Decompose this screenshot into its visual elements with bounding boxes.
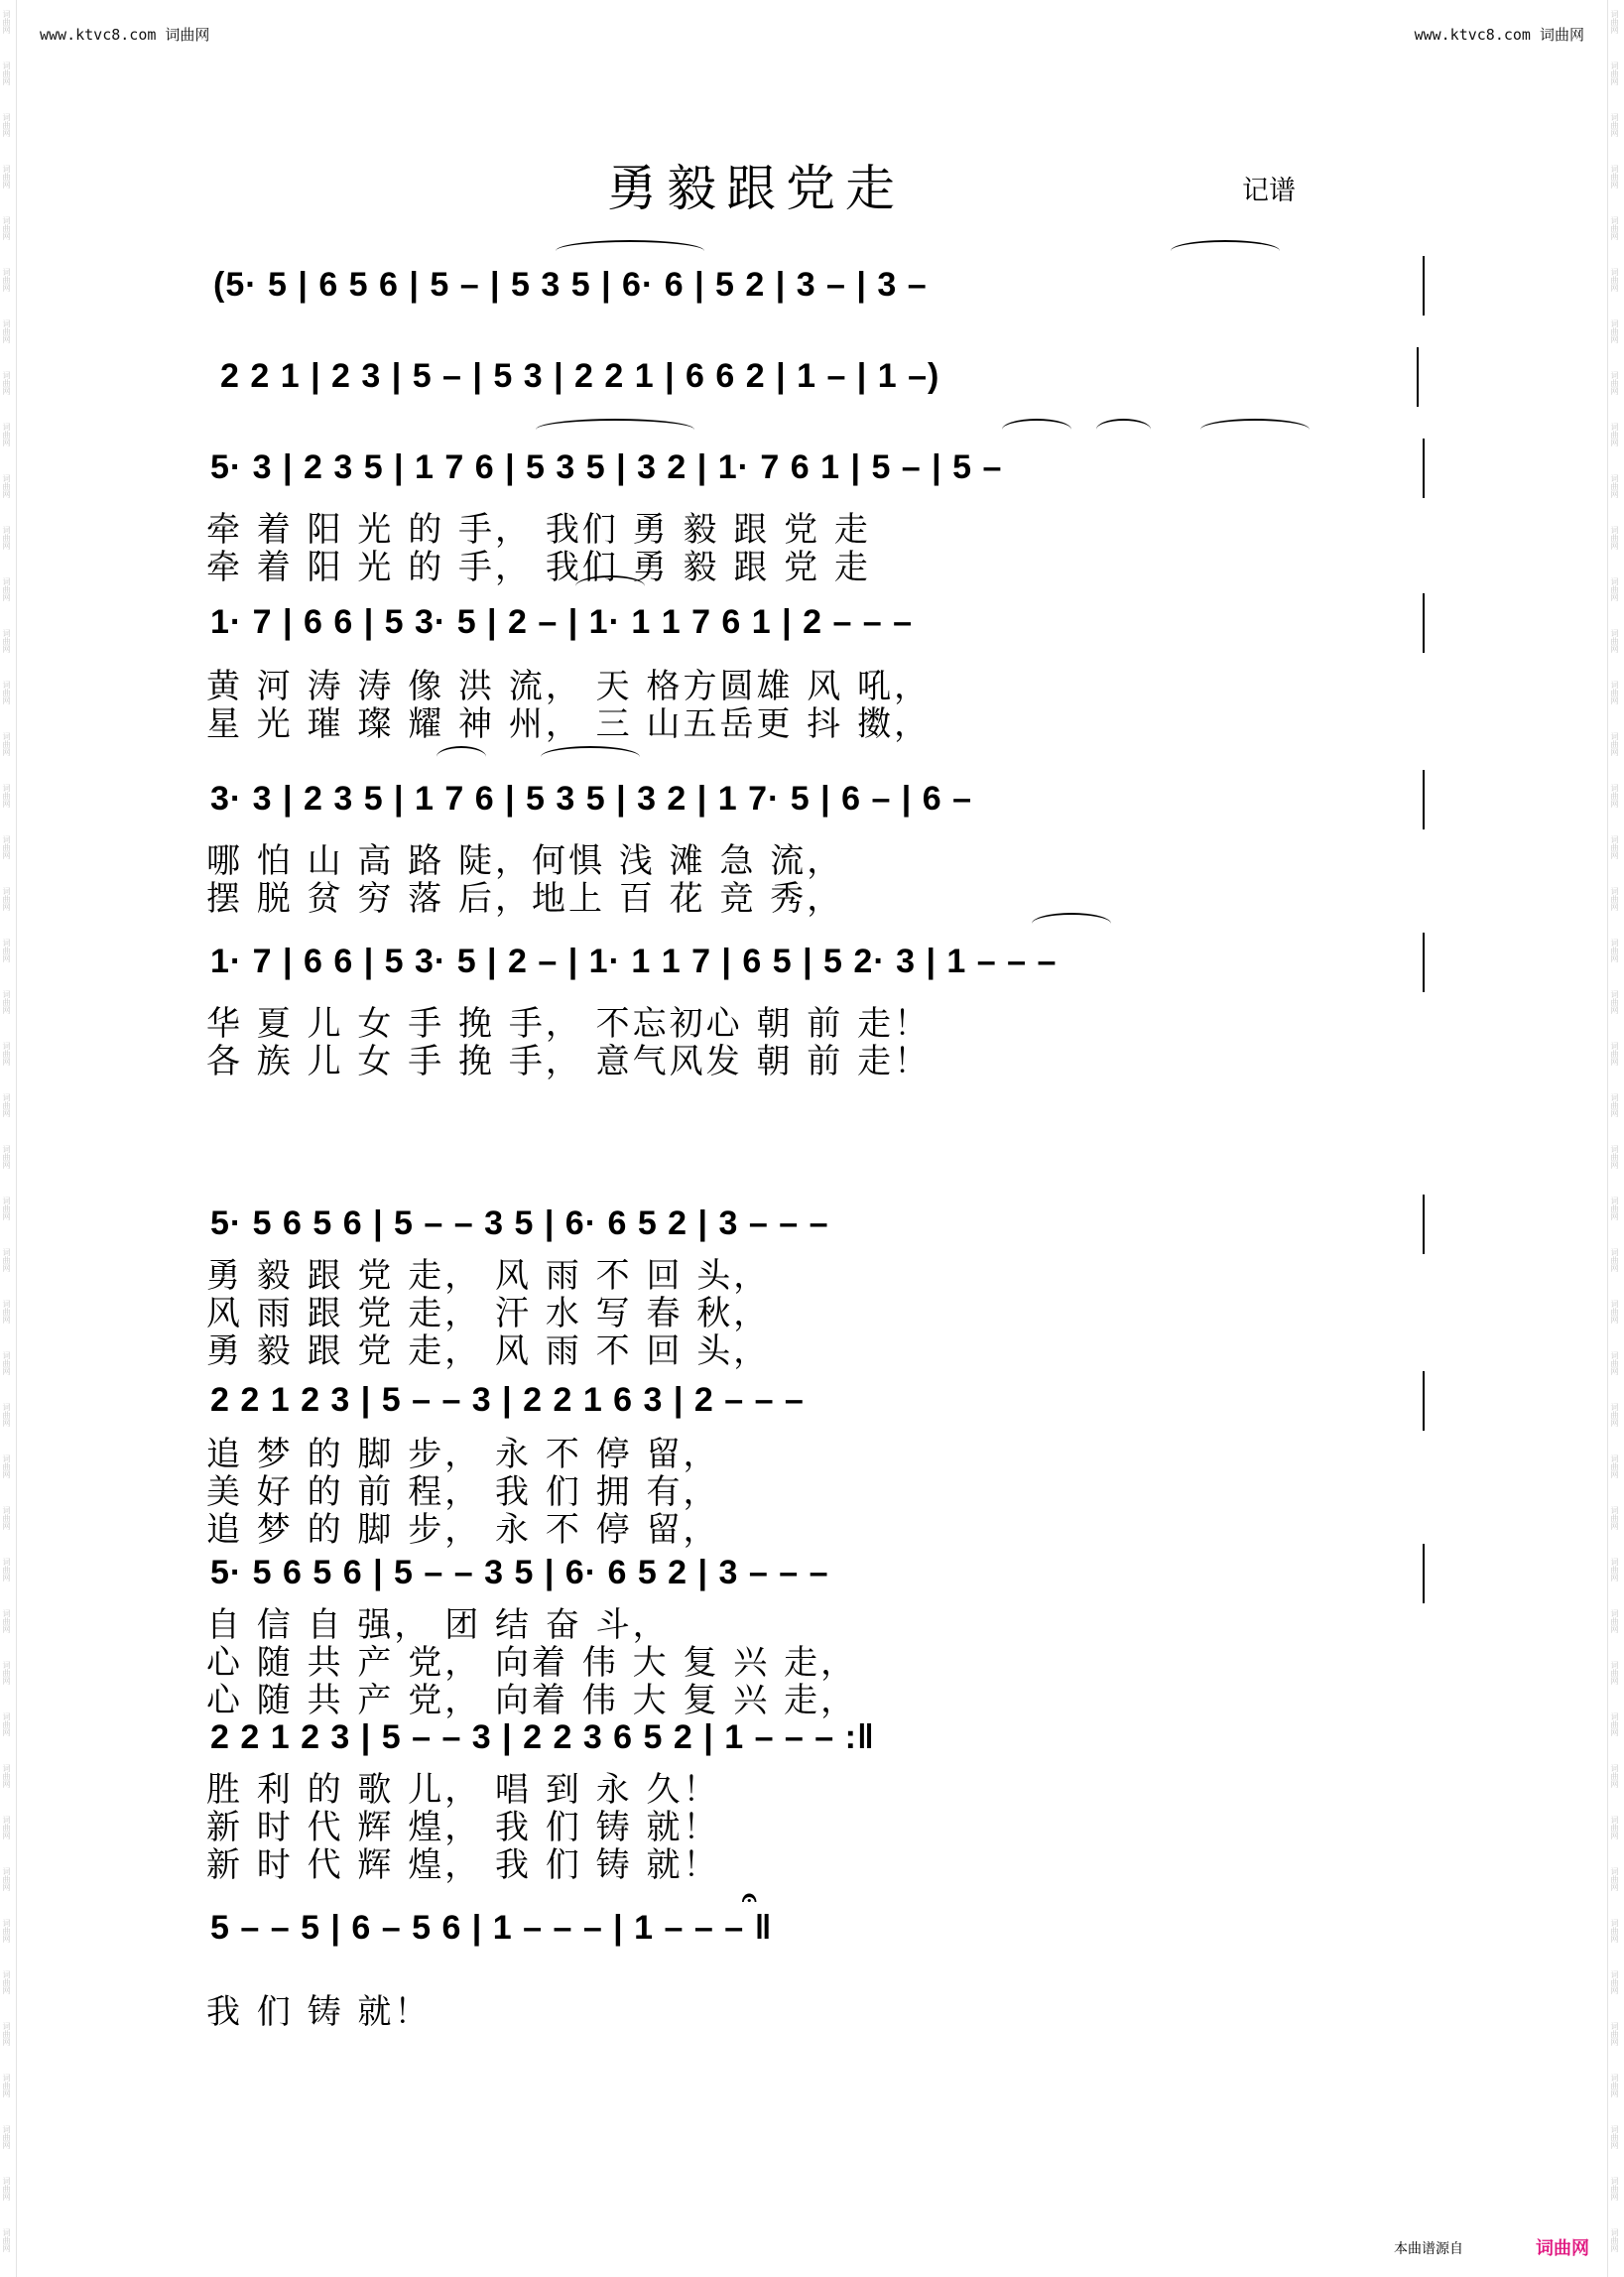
slur [575, 575, 645, 597]
side-watermark-mark: 词曲网 [2, 939, 11, 962]
verse-lyric-4-2: 各 族 儿 女 手 挽 手， 意气风发 朝 前 走！ [206, 1042, 932, 1081]
side-watermark-mark: 词曲网 [1610, 1764, 1619, 1788]
intro-end-barline-2 [1417, 347, 1419, 407]
side-watermark-mark: 词曲网 [2, 1351, 11, 1375]
side-watermark-mark: 词曲网 [2, 216, 11, 240]
side-watermark-mark: 词曲网 [2, 2228, 11, 2252]
side-watermark-mark: 词曲网 [2, 165, 11, 189]
side-watermark-mark: 词曲网 [2, 423, 11, 446]
side-watermark-mark: 词曲网 [1610, 835, 1619, 859]
chorus-notes-line-4: 2 2 1 2 3 | 5 – – 3 | 2 2 3 6 5 2 | 1 – – – :‖ [210, 1718, 875, 1756]
chorus-lyric-1-2: 风 雨 跟 党 走， 汗 水 写 春 秋， [206, 1294, 771, 1333]
side-watermark-mark: 词曲网 [1610, 526, 1619, 550]
slur [1200, 419, 1310, 441]
side-watermark-mark: 词曲网 [2, 1197, 11, 1220]
verse-lyric-1-1: 牵 着 阳 光 的 手， 我们 勇 毅 跟 党 走 [206, 510, 871, 550]
right-watermark-strip [1607, 0, 1624, 2277]
side-watermark-mark: 词曲网 [2, 1661, 11, 1685]
verse-lyric-3-2: 摆 脱 贫 穷 落 后，地上 百 花 竞 秀， [206, 879, 844, 919]
side-watermark-mark: 词曲网 [2, 268, 11, 292]
side-watermark-mark: 词曲网 [1610, 1403, 1619, 1427]
intro-end-barline-1 [1423, 256, 1425, 316]
chorus-lyric-4-2: 新 时 代 辉 煌， 我 们 铸 就！ [206, 1808, 720, 1847]
chorus-lyric-3-1: 自 信 自 强， 团 结 奋 斗， [206, 1605, 670, 1645]
side-watermark-mark: 词曲网 [1610, 887, 1619, 911]
site-header-right: www.ktvc8.com 词曲网 [1414, 26, 1584, 44]
footer-brand[interactable]: 词曲网 [1536, 2238, 1589, 2259]
slur [1171, 240, 1280, 262]
chorus-notes-line-3: 5· 5 6 5 6 | 5 – – 3 5 | 6· 6 5 2 | 3 – – – [210, 1554, 829, 1591]
song-title: 勇毅跟党走 [607, 160, 905, 217]
side-watermark-mark: 词曲网 [2, 1145, 11, 1169]
side-watermark-mark: 词曲网 [2, 629, 11, 653]
verse-lyric-1-2: 牵 着 阳 光 的 手， 我们 勇 毅 跟 党 走 [206, 548, 871, 587]
side-watermark-mark: 词曲网 [2, 887, 11, 911]
song-credit: 记谱 [1242, 176, 1296, 206]
barline [1423, 933, 1425, 992]
side-watermark-mark: 词曲网 [2, 2074, 11, 2097]
site-header-left: www.ktvc8.com 词曲网 [40, 26, 210, 44]
side-watermark-mark: 词曲网 [2, 1970, 11, 1994]
side-watermark-mark: 词曲网 [1610, 1093, 1619, 1117]
side-watermark-mark: 词曲网 [1610, 2022, 1619, 2046]
side-watermark-mark: 词曲网 [1610, 2074, 1619, 2097]
slur [437, 746, 486, 768]
side-watermark-mark: 词曲网 [1610, 681, 1619, 704]
fermata-icon: 𝄐 [742, 1883, 757, 1913]
side-watermark-mark: 词曲网 [1610, 165, 1619, 189]
side-watermark-mark: 词曲网 [1610, 1248, 1619, 1272]
side-watermark-mark: 词曲网 [2, 1042, 11, 1066]
barline [1423, 770, 1425, 829]
verse-lyric-4-1: 华 夏 儿 女 手 挽 手， 不忘初心 朝 前 走！ [206, 1004, 932, 1044]
footer-source-text: 本曲谱源自 [1394, 2241, 1463, 2257]
slur [1096, 419, 1151, 441]
verse-notes-line-3: 3· 3 | 2 3 5 | 1 7 6 | 5 3 5 | 3 2 | 1 7· 5 | 6 – | 6 – [210, 780, 973, 818]
barline [1423, 1371, 1425, 1431]
side-watermark-mark: 词曲网 [2, 319, 11, 343]
side-watermark-mark: 词曲网 [1610, 371, 1619, 395]
verse-notes-line-2: 1· 7 | 6 6 | 5 3· 5 | 2 – | 1· 1 1 7 6 1 | 2 – – – [210, 603, 914, 641]
chorus-lyric-3-2: 心 随 共 产 党， 向着 伟 大 复 兴 走， [206, 1643, 858, 1683]
side-watermark-mark: 词曲网 [1610, 990, 1619, 1014]
side-watermark-mark: 词曲网 [1610, 113, 1619, 137]
side-watermark-mark: 词曲网 [2, 1558, 11, 1581]
side-watermark-mark: 词曲网 [2, 1506, 11, 1530]
side-watermark-mark: 词曲网 [2, 1609, 11, 1633]
side-watermark-mark: 词曲网 [2, 990, 11, 1014]
slur [536, 419, 694, 441]
side-watermark-mark: 词曲网 [1610, 2125, 1619, 2149]
side-watermark-mark: 词曲网 [1610, 1661, 1619, 1685]
side-watermark-mark: 词曲网 [1610, 629, 1619, 653]
side-watermark-mark: 词曲网 [1610, 784, 1619, 808]
barline [1423, 593, 1425, 653]
chorus-lyric-2-1: 追 梦 的 脚 步， 永 不 停 留， [206, 1435, 720, 1474]
side-watermark-mark: 词曲网 [1610, 62, 1619, 85]
side-watermark-mark: 词曲网 [2, 2125, 11, 2149]
barline [1423, 1544, 1425, 1603]
verse-notes-line-1: 5· 3 | 2 3 5 | 1 7 6 | 5 3 5 | 3 2 | 1· 7 6 1 | 5 – | 5 – [210, 448, 1003, 486]
slur [1002, 419, 1071, 441]
side-watermark-mark: 词曲网 [1610, 216, 1619, 240]
side-watermark-mark: 词曲网 [1610, 1042, 1619, 1066]
side-watermark-mark: 词曲网 [1610, 1351, 1619, 1375]
side-watermark-mark: 词曲网 [1610, 1197, 1619, 1220]
side-watermark-mark: 词曲网 [2, 1403, 11, 1427]
side-watermark-mark: 词曲网 [2, 1455, 11, 1478]
coda-notes: 5 – – 5 | 6 – 5 6 | 1 – – – | 1 – – – ‖ [210, 1909, 773, 1947]
side-watermark-mark: 词曲网 [1610, 1867, 1619, 1891]
slur [1032, 913, 1111, 935]
side-watermark-mark: 词曲网 [2, 1919, 11, 1943]
chorus-lyric-4-1: 胜 利 的 歌 儿， 唱 到 永 久！ [206, 1770, 720, 1810]
side-watermark-mark: 词曲网 [1610, 10, 1619, 34]
side-watermark-mark: 词曲网 [1610, 1970, 1619, 1994]
side-watermark-mark: 词曲网 [1610, 1145, 1619, 1169]
slur [541, 746, 640, 768]
side-watermark-mark: 词曲网 [1610, 268, 1619, 292]
side-watermark-mark: 词曲网 [2, 1300, 11, 1324]
side-watermark-mark: 词曲网 [2, 784, 11, 808]
side-watermark-mark: 词曲网 [1610, 1919, 1619, 1943]
side-watermark-mark: 词曲网 [1610, 423, 1619, 446]
chorus-lyric-3-3: 心 随 共 产 党， 向着 伟 大 复 兴 走， [206, 1681, 858, 1720]
side-watermark-mark: 词曲网 [1610, 1609, 1619, 1633]
side-watermark-mark: 词曲网 [1610, 1558, 1619, 1581]
chorus-lyric-1-3: 勇 毅 跟 党 走， 风 雨 不 回 头， [206, 1331, 771, 1371]
side-watermark-mark: 词曲网 [1610, 1455, 1619, 1478]
side-watermark-mark: 词曲网 [1610, 319, 1619, 343]
side-watermark-mark: 词曲网 [1610, 732, 1619, 756]
side-watermark-mark: 词曲网 [1610, 2228, 1619, 2252]
side-watermark-mark: 词曲网 [2, 1816, 11, 1839]
side-watermark-mark: 词曲网 [2, 681, 11, 704]
intro-notes-line-1: (5· 5 | 6 5 6 | 5 – | 5 3 5 | 6· 6 | 5 2 | 3 – | 3 – [213, 266, 928, 304]
chorus-lyric-2-3: 追 梦 的 脚 步， 永 不 停 留， [206, 1510, 720, 1550]
side-watermark-mark: 词曲网 [2, 1764, 11, 1788]
verse-lyric-3-1: 哪 怕 山 高 路 陡，何惧 浅 滩 急 流， [206, 841, 844, 881]
side-watermark-mark: 词曲网 [2, 2177, 11, 2201]
side-watermark-mark: 词曲网 [2, 2022, 11, 2046]
slur [556, 240, 704, 262]
side-watermark-mark: 词曲网 [2, 474, 11, 498]
side-watermark-mark: 词曲网 [2, 1712, 11, 1736]
chorus-lyric-2-2: 美 好 的 前 程， 我 们 拥 有， [206, 1472, 720, 1512]
chorus-lyric-4-3: 新 时 代 辉 煌， 我 们 铸 就！ [206, 1845, 720, 1885]
side-watermark-mark: 词曲网 [2, 732, 11, 756]
side-watermark-mark: 词曲网 [1610, 577, 1619, 601]
chorus-notes-line-2: 2 2 1 2 3 | 5 – – 3 | 2 2 1 6 3 | 2 – – – [210, 1381, 805, 1419]
side-watermark-mark: 词曲网 [2, 526, 11, 550]
chorus-notes-line-1: 5· 5 6 5 6 | 5 – – 3 5 | 6· 6 5 2 | 3 – – – [210, 1204, 829, 1242]
side-watermark-mark: 词曲网 [2, 62, 11, 85]
side-watermark-mark: 词曲网 [1610, 1712, 1619, 1736]
side-watermark-mark: 词曲网 [2, 371, 11, 395]
side-watermark-mark: 词曲网 [1610, 939, 1619, 962]
verse-lyric-2-1: 黄 河 涛 涛 像 洪 流， 天 格方圆雄 风 吼， [206, 667, 932, 706]
side-watermark-mark: 词曲网 [2, 1248, 11, 1272]
verse-notes-line-4: 1· 7 | 6 6 | 5 3· 5 | 2 – | 1· 1 1 7 | 6 5 | 5 2· 3 | 1 – – – [210, 943, 1058, 980]
side-watermark-mark: 词曲网 [2, 577, 11, 601]
verse-lyric-2-2: 星 光 璀 璨 耀 神 州， 三 山五岳更 抖 擞， [206, 704, 932, 744]
side-watermark-mark: 词曲网 [2, 113, 11, 137]
barline [1423, 1195, 1425, 1254]
side-watermark-mark: 词曲网 [2, 1093, 11, 1117]
side-watermark-mark: 词曲网 [1610, 1506, 1619, 1530]
side-watermark-mark: 词曲网 [2, 1867, 11, 1891]
side-watermark-mark: 词曲网 [1610, 474, 1619, 498]
side-watermark-mark: 词曲网 [2, 835, 11, 859]
coda-lyric: 我 们 铸 就！ [206, 1992, 432, 2032]
side-watermark-mark: 词曲网 [1610, 1300, 1619, 1324]
left-watermark-strip [0, 0, 17, 2277]
intro-notes-line-2: 2 2 1 | 2 3 | 5 – | 5 3 | 2 2 1 | 6 6 2 | 1 – | 1 –) [220, 357, 940, 395]
chorus-lyric-1-1: 勇 毅 跟 党 走， 风 雨 不 回 头， [206, 1256, 771, 1296]
barline [1423, 439, 1425, 498]
side-watermark-mark: 词曲网 [2, 10, 11, 34]
side-watermark-mark: 词曲网 [1610, 1816, 1619, 1839]
side-watermark-mark: 词曲网 [1610, 2177, 1619, 2201]
